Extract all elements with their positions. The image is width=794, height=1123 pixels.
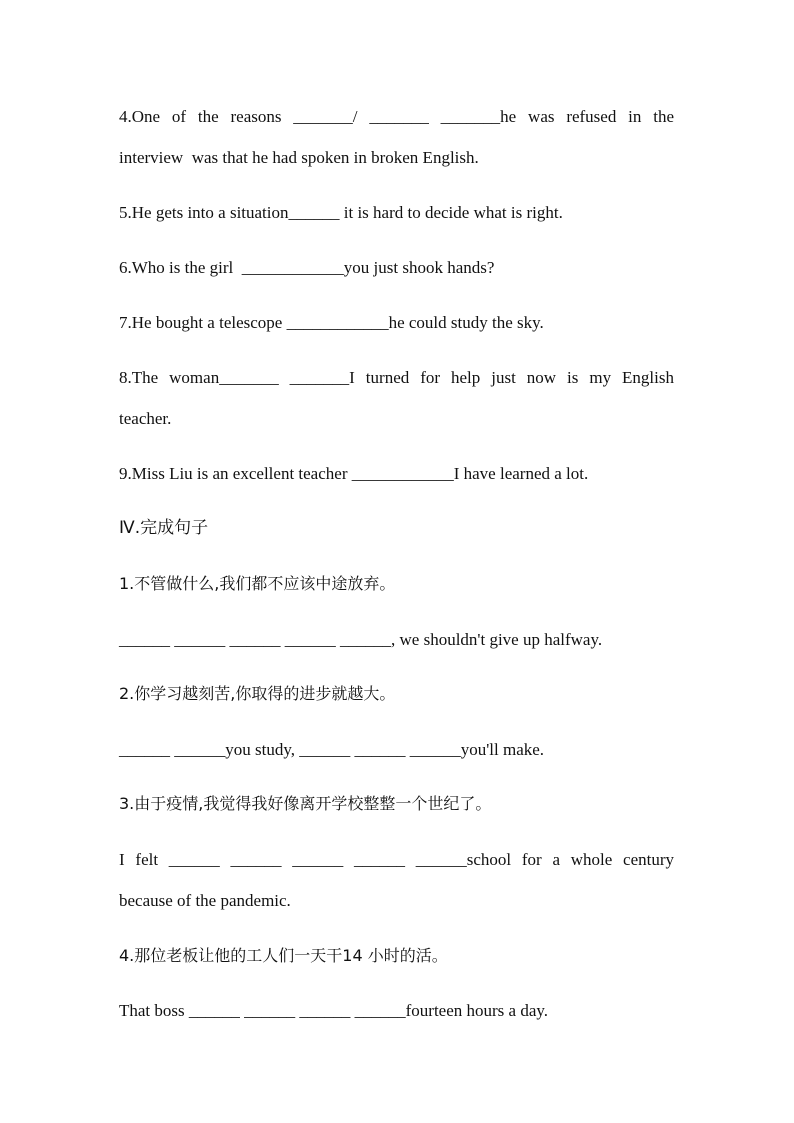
sentence-3-prompt: 3.由于疫情,我觉得我好像离开学校整整一个世纪了。 bbox=[119, 794, 492, 813]
sentence-3-answer-line-2: because of the pandemic. bbox=[119, 891, 291, 910]
question-4-line-2: interview was that he had spoken in broken English. bbox=[119, 148, 479, 167]
question-6: 6.Who is the girl ____________you just shook hands? bbox=[119, 258, 495, 277]
sentence-4-answer: That boss ______ ______ ______ ______fourteen hours a day. bbox=[119, 1001, 549, 1020]
question-5: 5.He gets into a situation______ it is hard to decide what is right. bbox=[119, 203, 563, 222]
sentence-4-prompt: 4.那位老板让他的工人们一天干14 小时的活。 bbox=[119, 946, 448, 965]
question-4-line-1: 4.One of the reasons _______/ _______ _______he was refused in the bbox=[119, 107, 674, 126]
section-heading: Ⅳ.完成句子 bbox=[119, 518, 209, 538]
question-8-line-2: teacher. bbox=[119, 409, 172, 428]
question-9: 9.Miss Liu is an excellent teacher ____________I have learned a lot. bbox=[119, 464, 589, 483]
sentence-1-prompt: 1.不管做什么,我们都不应该中途放弃。 bbox=[119, 574, 396, 593]
question-8-line-1: 8.The woman_______ _______I turned for help just now is my English bbox=[119, 368, 674, 387]
sentence-2-answer: ______ ______you study, ______ ______ ______you'll make. bbox=[119, 740, 545, 759]
sentence-3-answer-line-1: I felt ______ ______ ______ ______ ______school for a whole century bbox=[119, 850, 674, 869]
sentence-1-answer: ______ ______ ______ ______ ______, we shouldn't give up halfway. bbox=[119, 630, 603, 649]
sentence-2-prompt: 2.你学习越刻苦,你取得的进步就越大。 bbox=[119, 684, 396, 703]
question-7: 7.He bought a telescope ____________he could study the sky. bbox=[119, 313, 544, 332]
